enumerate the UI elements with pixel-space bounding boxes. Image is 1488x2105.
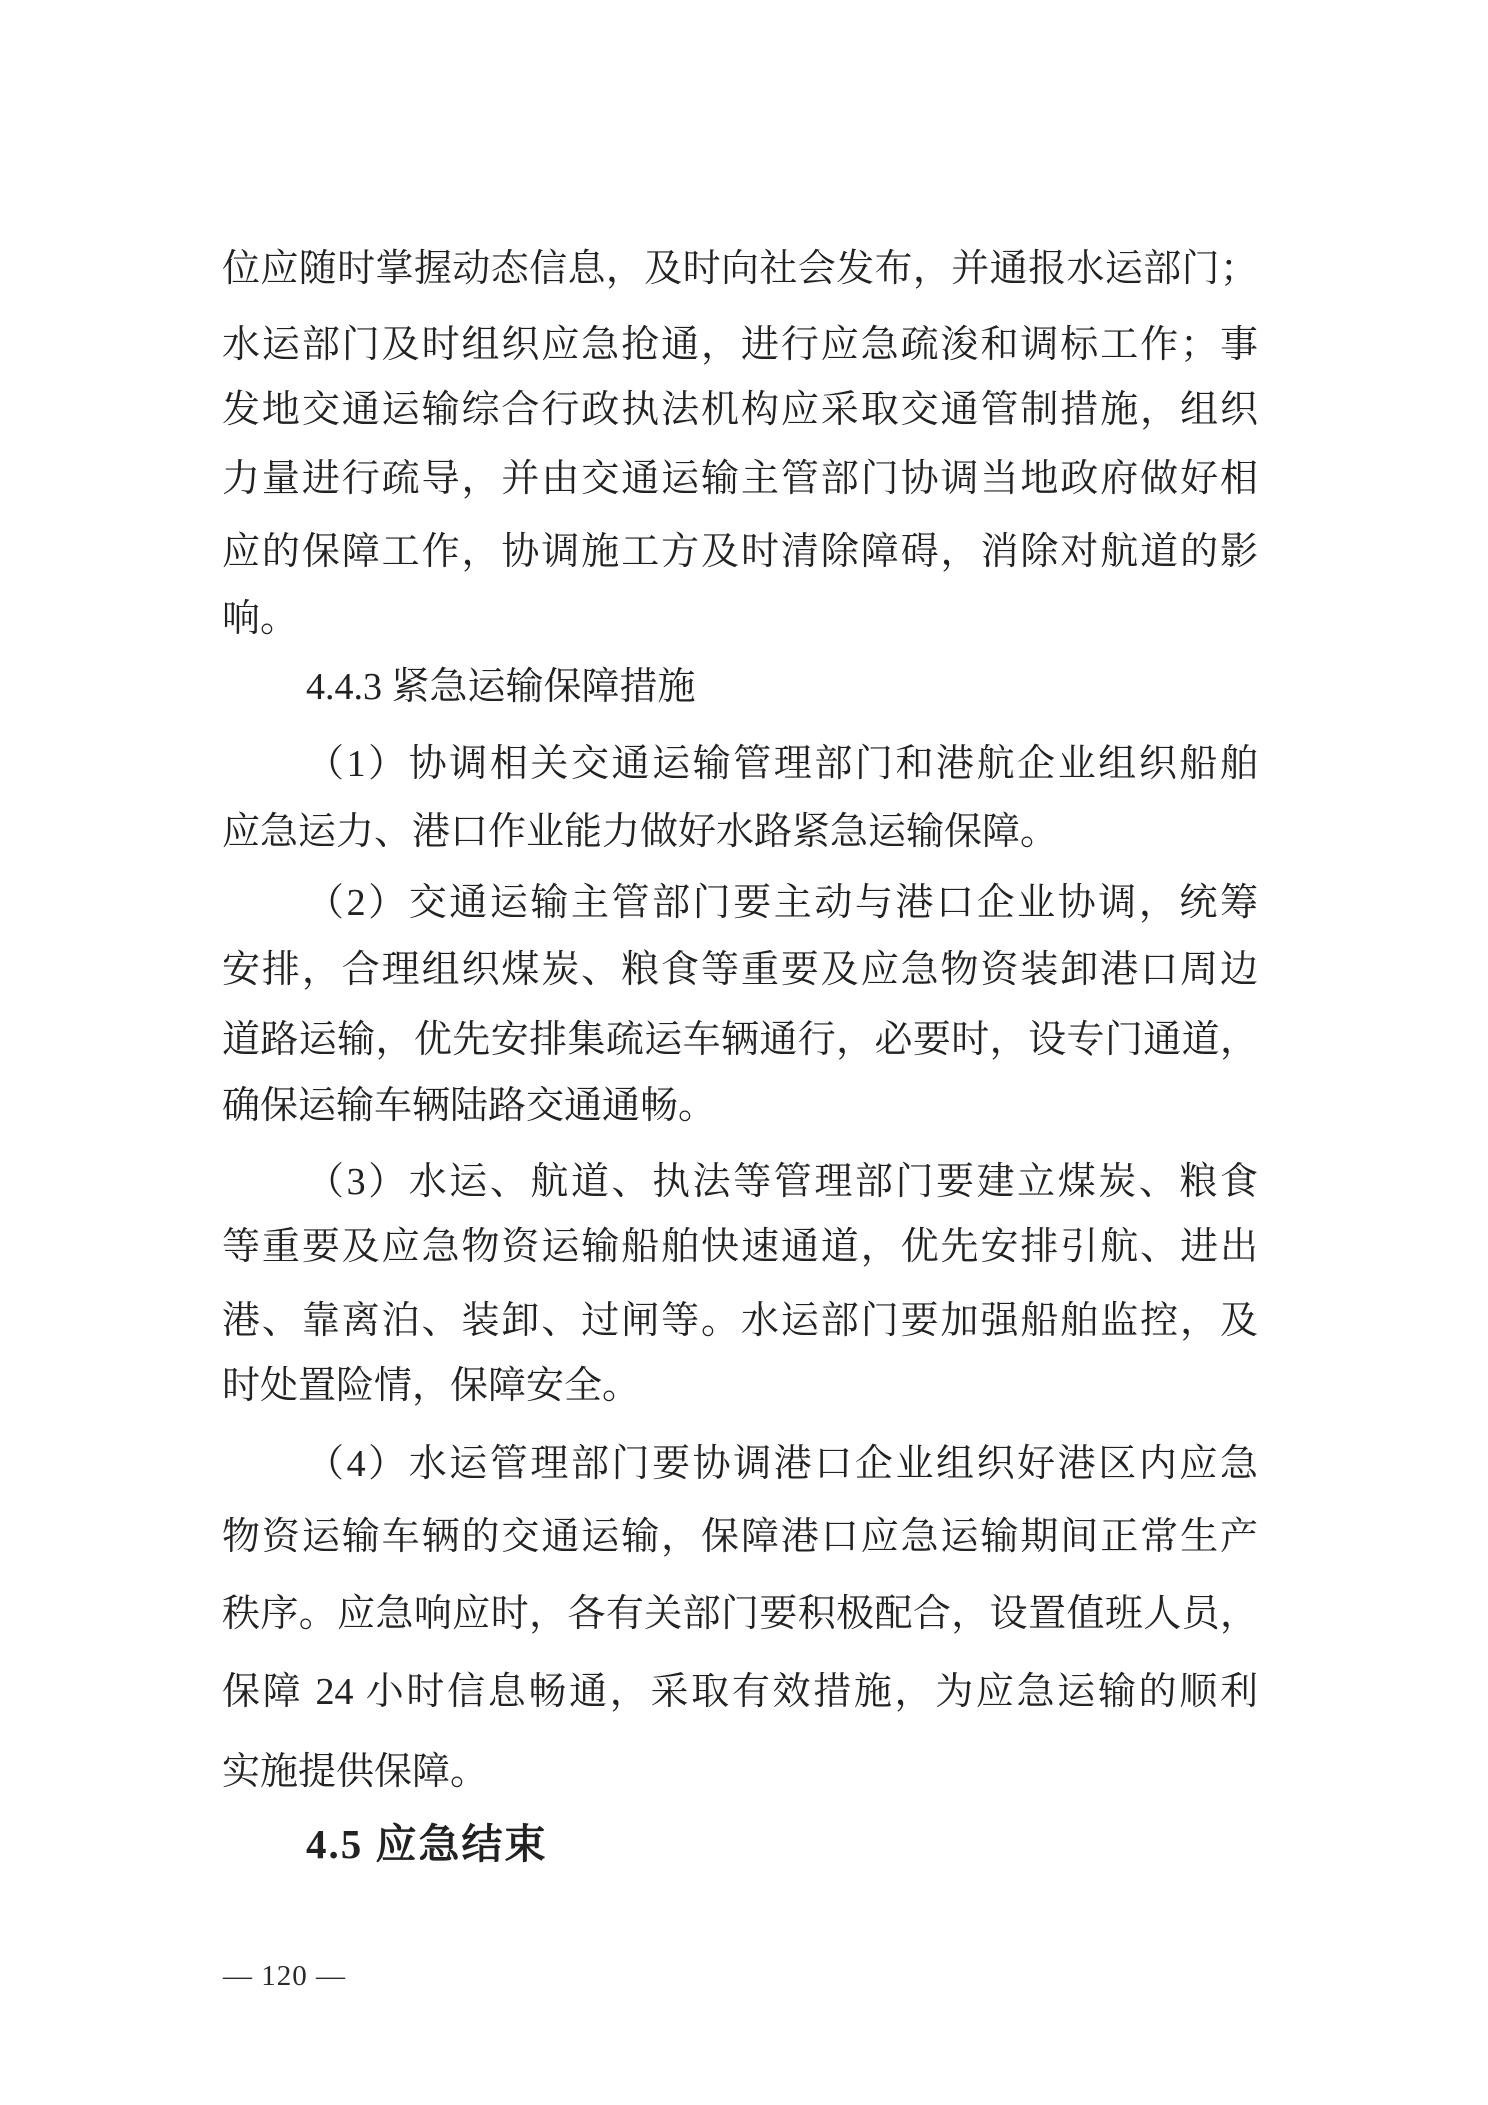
- page-number: — 120 —: [223, 1960, 346, 1992]
- text-line: 位应随时掌握动态信息，及时向社会发布，并通报水运部门；: [222, 248, 1258, 290]
- text-line: 时处置险情，保障安全。: [222, 1365, 641, 1407]
- paragraph-start-4: （4）水运管理部门要协调港口企业组织好港区内应急: [306, 1443, 1258, 1485]
- text-line: 力量进行疏导，并由交通运输主管部门协调当地政府做好相: [222, 458, 1258, 500]
- text-line: 实施提供保障。: [222, 1751, 489, 1793]
- text-line: 秩序。应急响应时，各有关部门要积极配合，设置值班人员，: [222, 1593, 1258, 1635]
- text-line: 港、靠离泊、装卸、过闸等。水运部门要加强船舶监控，及: [222, 1300, 1258, 1342]
- text-line: 应急运力、港口作业能力做好水路紧急运输保障。: [222, 811, 1059, 853]
- section-heading-4-5: 4.5 应急结束: [306, 1821, 548, 1867]
- paragraph-start-3: （3）水运、航道、执法等管理部门要建立煤炭、粮食: [306, 1161, 1258, 1203]
- text-line: 保障 24 小时信息畅通，采取有效措施，为应急运输的顺利: [222, 1671, 1258, 1713]
- text-line: 水运部门及时组织应急抢通，进行应急疏浚和调标工作；事: [222, 324, 1258, 366]
- text-line: 安排，合理组织煤炭、粮食等重要及应急物资装卸港口周边: [222, 949, 1258, 991]
- section-heading-4-4-3: 4.4.3 紧急运输保障措施: [306, 666, 696, 708]
- text-line: 确保运输车辆陆路交通通畅。: [222, 1085, 717, 1127]
- text-line: 道路运输，优先安排集疏运车辆通行，必要时，设专门通道，: [222, 1019, 1258, 1061]
- text-line: 物资运输车辆的交通运输，保障港口应急运输期间正常生产: [222, 1516, 1258, 1558]
- text-line: 等重要及应急物资运输船舶快速通道，优先安排引航、进出: [222, 1226, 1258, 1268]
- text-line: 响。: [222, 598, 299, 640]
- paragraph-start-1: （1）协调相关交通运输管理部门和港航企业组织船舶: [306, 743, 1258, 785]
- paragraph-start-2: （2）交通运输主管部门要主动与港口企业协调，统筹: [306, 882, 1258, 924]
- text-line: 应的保障工作，协调施工方及时清除障碍，消除对航道的影: [222, 531, 1258, 573]
- text-line: 发地交通运输综合行政执法机构应采取交通管制措施，组织: [222, 389, 1258, 431]
